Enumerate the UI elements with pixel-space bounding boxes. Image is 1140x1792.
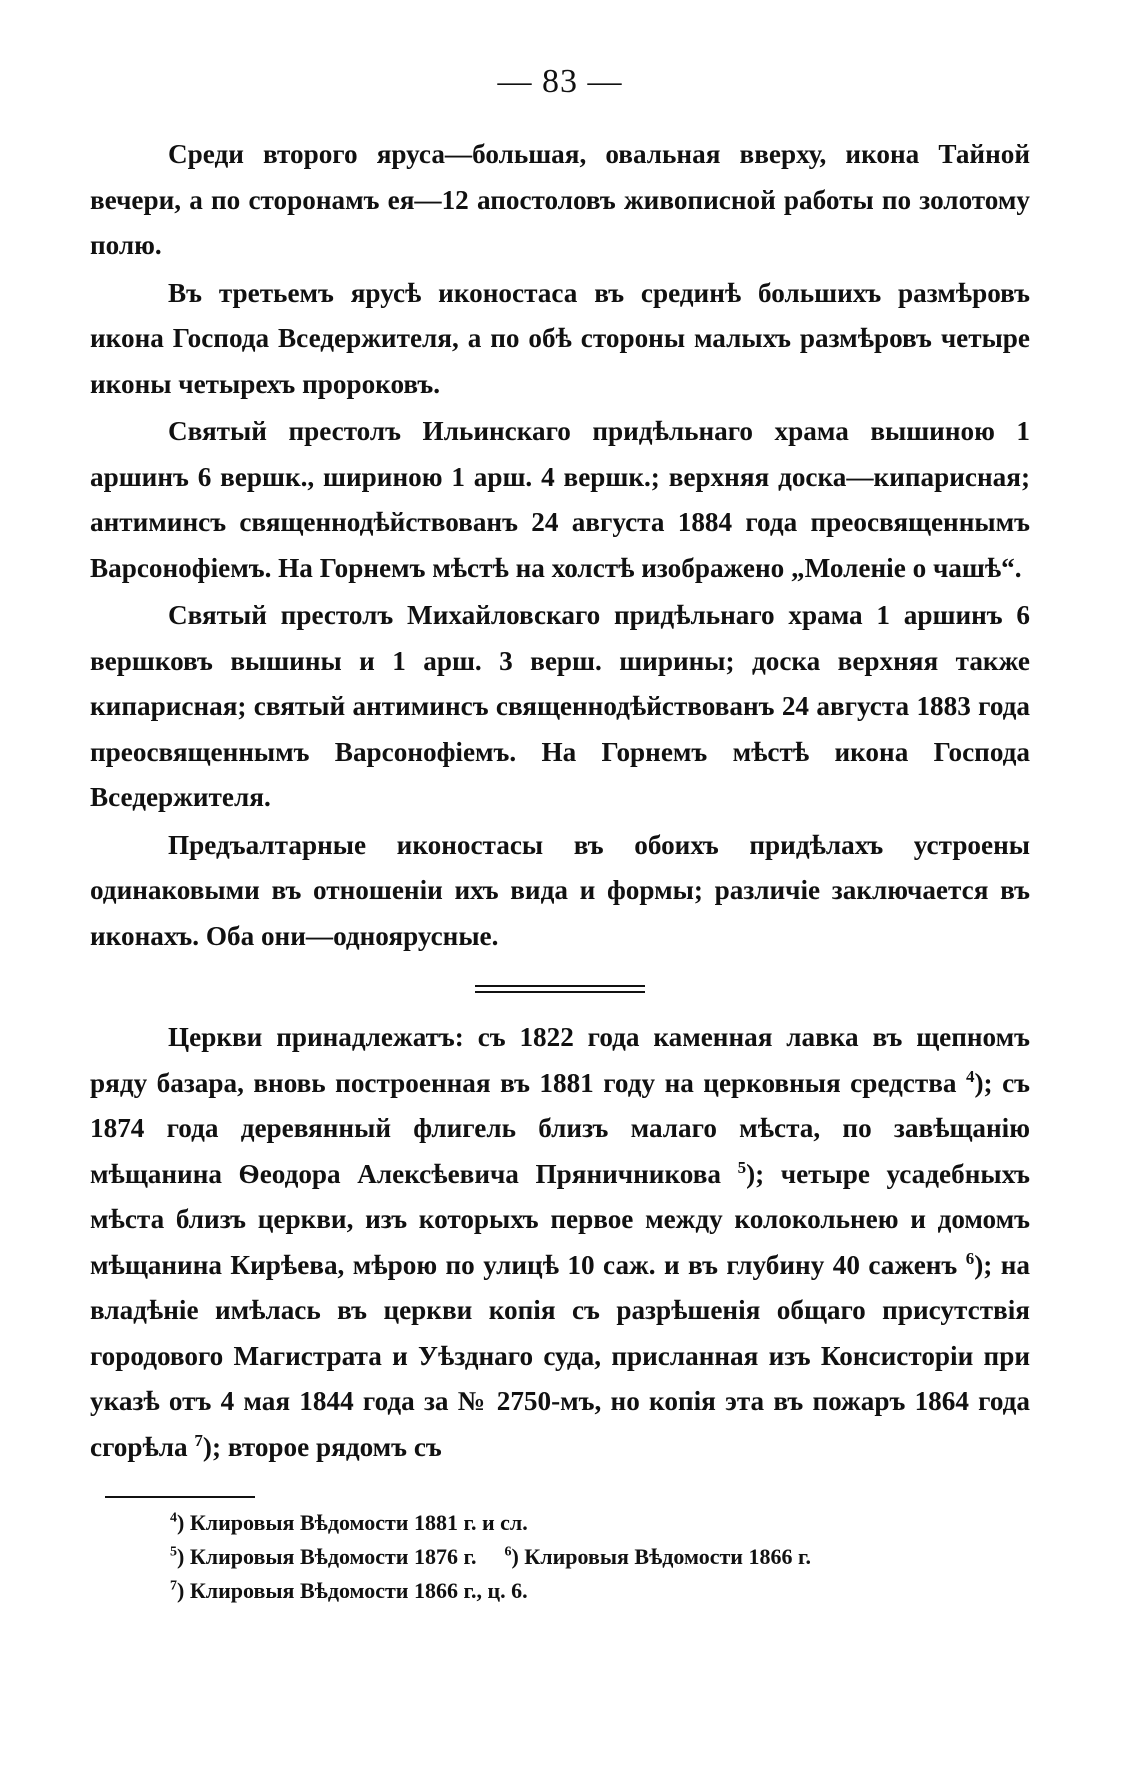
text-segment: ); второе рядомъ съ bbox=[202, 1431, 442, 1462]
footnote-ref: 4 bbox=[965, 1066, 975, 1086]
footnote-mark: 4 bbox=[170, 1510, 177, 1526]
footnote-ref: 7 bbox=[194, 1430, 203, 1450]
text-segment: Среди второго яруса—большая, овальная вверху, икона Тайной вечери, а по сторонамъ ея—12 апостоловъ живописной работы по золотому полю. bbox=[90, 139, 1030, 260]
text-segment: Церкви принадлежатъ: съ 1822 года каменная лавка въ щепномъ ряду базара, вновь построенная въ 1881 году на церковныя средства bbox=[90, 1022, 1030, 1098]
paragraph bbox=[90, 409, 1030, 591]
footnote-mark: 6 bbox=[504, 1544, 512, 1560]
text-segment: Святый престолъ Ильинскаго придѣльнаго храма вышиною 1 аршинъ 6 вершк., шириною 1 арш. 4 вершк.; верхняя доска—кипарисная; антиминсъ священнодѣйствованъ 24 августа 1884 года преосвященнымъ Варсонофіемъ. На Горнемъ мѣстѣ на холстѣ изображено „Моленіе о чашѣ“. bbox=[90, 416, 1030, 583]
book-page bbox=[90, 62, 1030, 1762]
divider-line-top bbox=[475, 985, 645, 987]
footnote-7 bbox=[170, 1574, 1030, 1608]
footnote-4 bbox=[170, 1506, 1030, 1540]
paragraph bbox=[90, 593, 1030, 821]
footnote-text: ) Клировыя Вѣдомости 1866 г., ц. 6. bbox=[177, 1578, 528, 1603]
footnote-ref: 5 bbox=[737, 1157, 747, 1177]
footnote-mark: 7 bbox=[170, 1578, 177, 1594]
footnote-text: ) Клировыя Вѣдомости 1866 г. bbox=[511, 1544, 811, 1569]
footnote-rule bbox=[105, 1496, 255, 1498]
paragraph bbox=[90, 823, 1030, 960]
text-segment: Предъалтарные иконостасы въ обоихъ придѣлахъ устроены одинаковыми въ отношеніи ихъ вида и формы; различіе заключается въ иконахъ. Оба они—одноярусные. bbox=[90, 829, 1030, 951]
footnote-text: ) Клировыя Вѣдомости 1876 г. bbox=[177, 1544, 477, 1569]
text-segment: ); четыре усадебныхъ мѣста близъ церкви, изъ которыхъ первое между колокольнею и домомъ мѣщанина Кирѣева, мѣрою по улицѣ 10 саж. и въ глубину 40 саженъ bbox=[90, 1158, 1030, 1280]
page-number: — 83 — bbox=[497, 63, 623, 100]
main-text bbox=[90, 132, 1030, 959]
text-segment: ); на владѣніе имѣлась въ церкви копія съ разрѣшенія общаго присутствія городового Магистрата и Уѣзднаго суда, присланная изъ Консисторіи при указѣ отъ 4 мая 1844 года за № 2750-мъ, но копія эта въ пожаръ 1864 года сгорѣла bbox=[90, 1249, 1030, 1462]
footnote-ref: 6 bbox=[965, 1248, 975, 1268]
text-segment: Въ третьемъ ярусѣ иконостаса въ срединѣ большихъ размѣровъ икона Господа Вседержителя, а по обѣ стороны малыхъ размѣровъ четыре иконы четырехъ пророковъ. bbox=[90, 277, 1030, 399]
footnote-5-6 bbox=[170, 1540, 1030, 1574]
divider-line-bottom bbox=[475, 991, 645, 993]
text-segment: Святый престолъ Михайловскаго придѣльнаго храма 1 аршинъ 6 вершковъ вышины и 1 арш. 3 верш. ширины; доска верхняя также кипарисная; святый антиминсъ священнодѣйствованъ 24 августа 1883 года преосвященнымъ Варсонофіемъ. На Горнемъ мѣстѣ икона Господа Вседержителя. bbox=[90, 600, 1030, 812]
footnote-text: ) Клировыя Вѣдомости 1881 г. и сл. bbox=[177, 1510, 528, 1535]
text-segment: ); съ 1874 года деревянный флигель близъ малаго мѣста, по завѣщанію мѣщанина Ѳеодора Алексѣевича Пряничникова bbox=[90, 1067, 1030, 1189]
footnote-mark: 5 bbox=[170, 1544, 177, 1560]
paragraph bbox=[90, 132, 1030, 269]
section-divider bbox=[475, 985, 645, 993]
paragraph bbox=[90, 271, 1030, 408]
footnotes bbox=[170, 1506, 1030, 1608]
paragraph-church-property bbox=[90, 1015, 1030, 1470]
